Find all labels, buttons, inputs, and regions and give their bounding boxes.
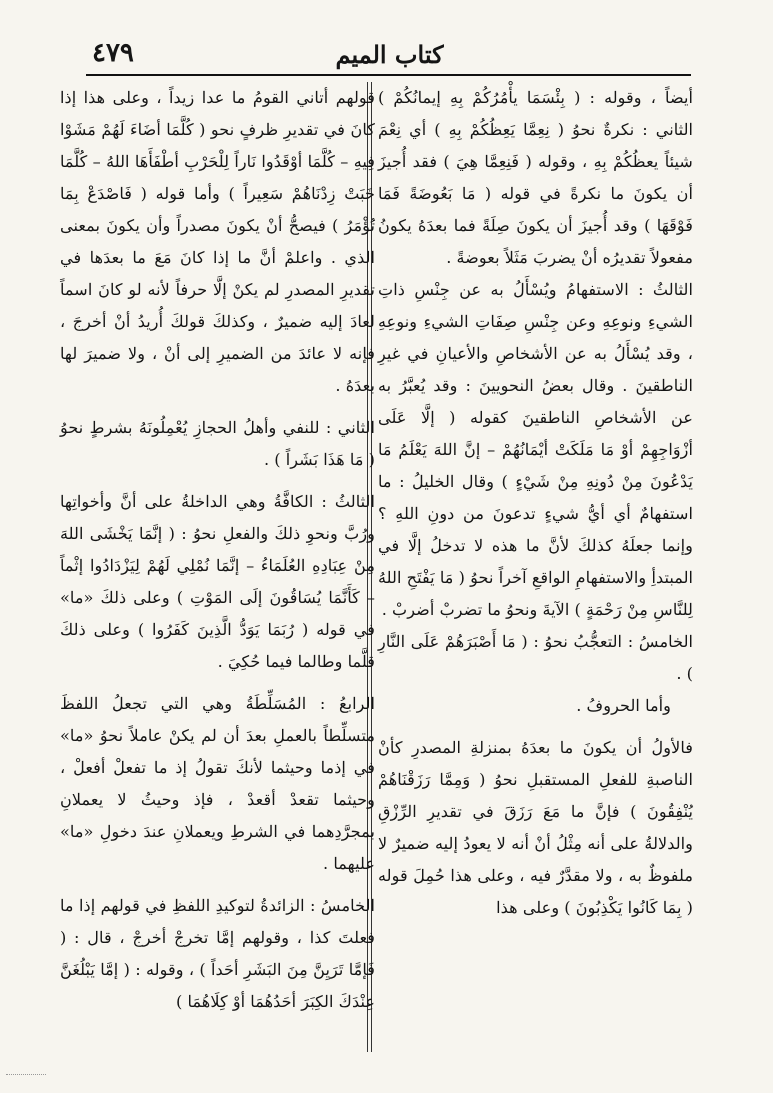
paragraph: قولهم أتاني القومُ ما عدا زيداً ، وعلى هذا إذا كانَ في تقديرِ ظرفٍ نحو ( كُلَّمَا أضَاءَ لَهُمْ مَشَوْا فِيهِ – كُلَّمَا أوْقَدُوا نَاراً لِلْحَرْبِ أطْفَأَهَا اللهُ – كُلَّمَا خَبَتْ زِدْنَاهُمْ سَعِيراً ) وأما قوله ( فَاصْدَعْ بِمَا تُؤْمَرُ ) فيصحُّ أنْ يكونَ مصدراً وأن يكونَ بمعنى الذي . واعلمْ أنَّ ما إذا كانَ مَعَ ما بعدَها في تقديرِ المصدرِ لم يكنْ إلَّا حرفاً لأنه لو كانَ اسماً لعادَ إليه ضميرٌ ، وكذلكَ قولكَ أُريدُ أنْ أخرجَ ، فإنه لا عائدَ من الضميرِ إلى أنْ ، ولا ضميرَ لها بعدَهُ . [60, 88, 375, 395]
paragraph: أيضاً ، وقوله : ( بِئْسَمَا يأْمُرُكُمْ بِهِ إيمانُكُمْ ) الثاني : نكرةٌ نحوُ ( نِعِمَّا يَعِظُكُمْ بِهِ ) أي نِعْمَ شيئاً يعظُكُمْ بِهِ ، وقوله ( فَنِعِمَّا هِيَ ) فقد أُجيزَ أن يكونَ ما نكرةً في قوله ( مَا بَعُوضَةً فَمَا فَوْقَهَا ) وقد أُجيزَ أن يكونَ صِلَةً فما بعدَهُ يكونُ مفعولاً تقديرُه أنْ يضربَ مَثَلاً بعوضةً . [378, 88, 693, 267]
paragraph: الخامسُ : الزائدةُ لتوكيدِ اللفظِ في قولهم إذا ما فعلتَ كذا ، وقولهم إمَّا تخرجْ أخرجْ ، قال : ( فَإمَّا تَرَيِنَّ مِنَ البَشَرِ أحَداً ) ، وقوله : ( إمَّا يَبْلُغَنَّ عِنْدَكَ الكِبَرَ أحَدُهُمَا أوْ كِلَاهُمَا ) [60, 896, 375, 1011]
paragraph: الثالثُ : الاستفهامُ ويُسْأَلُ به عن جِنْسِ ذاتِ الشيءِ ونوعِهِ وعن جِنْسِ صِفَاتِ الشيءِ ونوعِهِ ، وقد يُسْأَلُ به عن الأشخاصِ والأعيانِ في غيرِ الناطقينَ . وقال بعضُ النحويينَ : وقد يُعبَّرُ به عن الأشخاصِ الناطقينَ كقوله ( إلَّا عَلَى أزْوَاجِهِمْ أوْ مَا مَلَكَتْ أيْمَانُهُمْ – إنَّ اللهَ يَعْلَمُ مَا يَدْعُونَ مِنْ دُونِهِ مِنْ شَيْءٍ ) وقال الخليلُ : ما استفهامٌ أي أيُّ شيءٍ تدعونَ من دونِ اللهِ ؟ وإنما جعلَهُ كذلكَ لأنَّ ما هذه لا تدخلُ إلَّا في المبتدأِ والاستفهامِ الواقعِ آخراً نحوُ ( مَا يَفْتَحِ اللهُ لِلنَّاسِ مِنْ رَحْمَةٍ ) الآيةَ ونحوُ ما تضربْ أضربْ . [378, 280, 693, 619]
section-heading: وأما الحروفُ . [576, 696, 671, 715]
paragraph: الثالثُ : الكافَّةُ وهي الداخلةُ على أنَّ وأخواتِها ورُبَّ ونحوِ ذلكَ والفعلِ نحوُ : ( إنَّمَا يَخْشَى اللهَ مِنْ عِبَادِهِ العُلَمَاءُ – إنَّمَا نُمْلِي لَهُمْ لِيَزْدَادُوا إثْماً – كَأَنَّمَا يُسَاقُونَ إلَى المَوْتِ ) وعلى ذلكَ «ما» في قوله ( رُبَمَا يَوَدُّ الَّذِينَ كَفَرُوا ) وعلى ذلكَ قلَّما وطالما فيما حُكِيَ . [60, 492, 375, 671]
running-title: كتاب الميم [335, 40, 444, 69]
header-rule [86, 74, 691, 76]
page-edge-mark [6, 1074, 46, 1075]
paragraph: الخامسُ : التعجُّبُ نحوُ : ( مَا أَصْبَرَهُمْ عَلَى النَّارِ ) . [378, 632, 693, 683]
paragraph: الثاني : للنفي وأهلُ الحجازِ يُعْمِلُونَهُ بشرطٍ نحوُ ( مَا هَذَا بَشَراً ) . [60, 418, 375, 469]
paragraph: فالأولُ أن يكونَ ما بعدَهُ بمنزلةِ المصدرِ كأنْ الناصبةِ للفعلِ المستقبلِ نحوُ ( وَمِمَّا رَزَقْنَاهُمْ يُنْفِقُونَ ) فإنَّ ما مَعَ رَزَقَ في تقديرِ الرِّزْقِ والدلالةُ على أنه مِثْلُ أنْ أنه لا يعودُ إليه ضميرٌ لا ملفوظٌ به ، ولا مقدَّرٌ فيه ، وعلى هذا حُمِلَ قوله ( بِمَا كَانُوا يَكْذِبُونَ ) وعلى هذا [378, 738, 693, 917]
left-column [60, 82, 375, 1052]
paragraph: الرابعُ : المُسَلِّطَةُ وهي التي تجعلُ اللفظَ متسلِّطاً بالعملِ بعدَ أن لم يكنْ عاملاً نحوُ «ما» في إذما وحيثما لأنكَ تقولُ إذ ما تفعلْ أفعلْ ، وحيثما تقعدْ أقعدْ ، فإذ وحيثُ لا يعملانِ بمجرَّدِهما في الشرطِ ويعملانِ عندَ دخولِ «ما» عليهما . [60, 694, 375, 873]
right-column [378, 82, 693, 1052]
page-number: ٤٧٩ [92, 38, 134, 68]
running-head [88, 38, 691, 74]
